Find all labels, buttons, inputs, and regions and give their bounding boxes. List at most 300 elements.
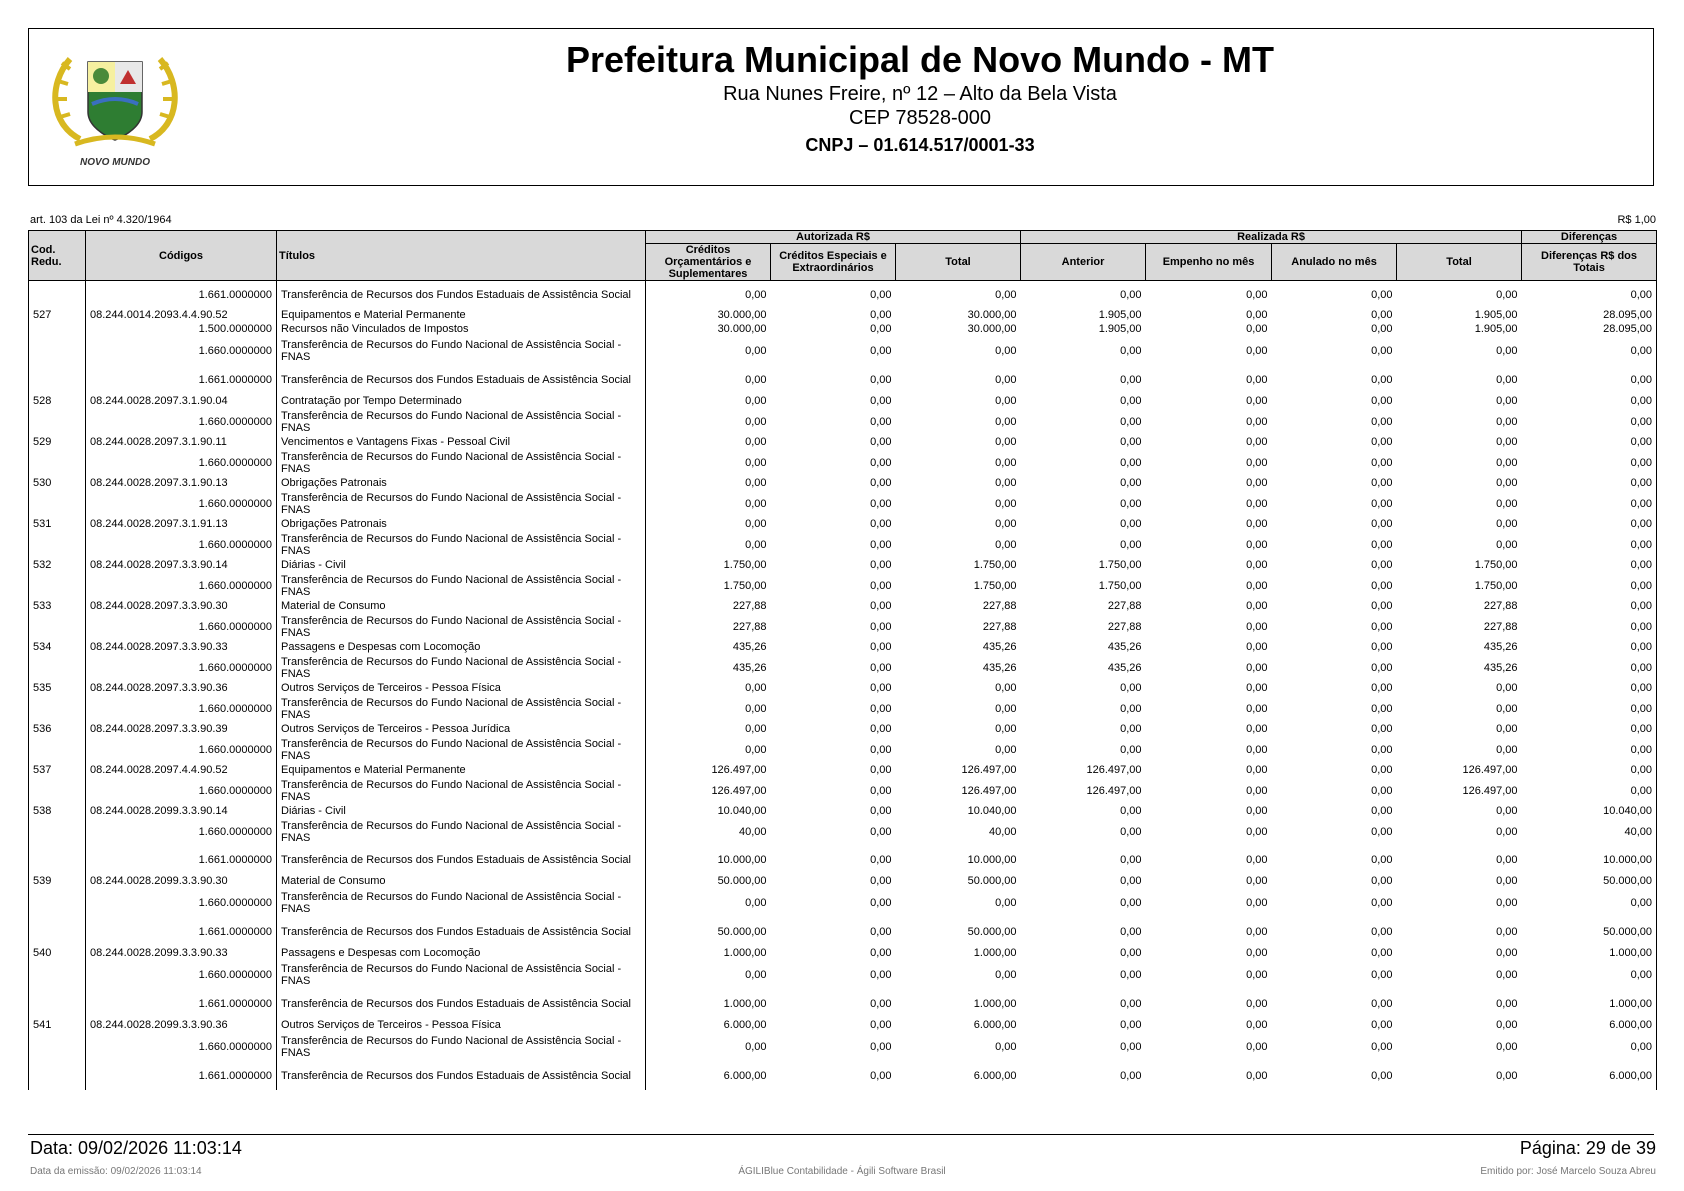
cell-diferencas: 0,00: [1522, 558, 1657, 572]
cell-empenho: 0,00: [1246, 997, 1268, 1010]
cell-title: Transferência de Recursos dos Fundos Estaduais de Assistência Social: [277, 365, 646, 394]
cell-title: Transferência de Recursos do Fundo Nacional de Assistência Social - FNAS: [277, 1032, 646, 1061]
cell-total-autorizada: 0,00: [995, 477, 1017, 489]
cell-empenho: 0,00: [1246, 373, 1268, 386]
cell-empenho: 0,00: [1246, 436, 1268, 448]
cell-title: Transferência de Recursos do Fundo Nacional de Assistência Social - FNAS: [277, 960, 646, 989]
cell-creditos-esp: 0,00: [870, 997, 892, 1010]
cell-creditos-esp: 0,00: [870, 1019, 892, 1031]
logo-lettering: NOVO MUNDO: [80, 157, 150, 168]
page-title: Prefeitura Municipal de Novo Mundo - MT: [565, 39, 1274, 80]
cell-total-realizada: 0,00: [1496, 997, 1518, 1010]
cell-title: Transferência de Recursos do Fundo Nacional de Assistência Social - FNAS: [277, 531, 646, 558]
cell-total-autorizada: 10.040,00: [967, 805, 1017, 817]
cell-creditos-orc: 227,88: [732, 620, 767, 633]
cell-total-autorizada: 0,00: [995, 497, 1017, 510]
cell-empenho: 0,00: [1246, 702, 1268, 715]
cell-cod: [29, 845, 86, 874]
cell-total-autorizada: 0,00: [995, 344, 1017, 357]
cell-title: Outros Serviços de Terceiros - Pessoa Física: [277, 681, 646, 695]
cell-total-realizada: 0,00: [1496, 947, 1518, 959]
cell-diferencas: 0,00: [1522, 736, 1657, 763]
cell-code: 08.244.0028.2097.3.3.90.36: [86, 681, 277, 695]
cell-title: Transferência de Recursos do Fundo Nacional de Assistência Social - FNAS: [277, 336, 646, 365]
cell-cod: 539: [29, 874, 86, 888]
cell-creditos-esp: 0,00: [870, 538, 892, 551]
cell-creditos-esp: 0,00: [870, 288, 892, 301]
cell-anterior: 0,00: [1120, 925, 1142, 938]
cell-cod: 532: [29, 558, 86, 572]
budget-table: [28, 230, 1657, 1090]
col-cod: Cod. Redu.: [29, 231, 86, 281]
table-row: [29, 845, 1657, 874]
cell-anterior: 227,88: [1107, 620, 1142, 633]
cell-creditos-esp: 0,00: [870, 925, 892, 938]
cell-anulado: 0,00: [1371, 323, 1393, 335]
cell-total-realizada: 0,00: [1496, 497, 1518, 510]
cell-total-autorizada: 0,00: [995, 436, 1017, 448]
cell-cod: 540: [29, 946, 86, 960]
cell-empenho: 0,00: [1246, 764, 1268, 776]
col-creditos-orc: Créditos Orçamentários e Suplementares: [646, 244, 771, 281]
cell-anterior: 126.497,00: [1086, 784, 1142, 797]
table-row: [29, 888, 1657, 917]
cell-title: Equipamentos e Material Permanente: [277, 763, 646, 777]
cell-title: Vencimentos e Vantagens Fixas - Pessoal Civil: [277, 435, 646, 449]
cell-creditos-orc: 0,00: [745, 518, 767, 530]
cell-creditos-esp: 0,00: [870, 805, 892, 817]
cell-anterior: 0,00: [1120, 395, 1142, 407]
table-row: [29, 476, 1657, 490]
cell-source: 1.661.0000000: [86, 845, 277, 874]
cell-empenho: 0,00: [1246, 641, 1268, 653]
cell-cod: [29, 322, 86, 336]
table-row: [29, 336, 1657, 365]
table-row: [29, 681, 1657, 695]
cell-anulado: 0,00: [1371, 743, 1393, 756]
cell-code: 08.244.0028.2097.3.3.90.33: [86, 640, 277, 654]
cell-empenho: 0,00: [1246, 456, 1268, 469]
table-row: [29, 281, 1657, 309]
cell-cod: 541: [29, 1018, 86, 1032]
cell-creditos-orc: 0,00: [745, 436, 767, 448]
cell-anulado: 0,00: [1371, 309, 1393, 321]
cell-total-realizada: 0,00: [1496, 896, 1518, 909]
cell-diferencas: 0,00: [1522, 640, 1657, 654]
cell-anulado: 0,00: [1371, 1069, 1393, 1082]
cell-diferencas: 0,00: [1522, 763, 1657, 777]
cell-cod: [29, 365, 86, 394]
cell-title: Transferência de Recursos do Fundo Nacional de Assistência Social - FNAS: [277, 490, 646, 517]
cell-empenho: 0,00: [1246, 309, 1268, 321]
cell-title: Transferência de Recursos dos Fundos Estaduais de Assistência Social: [277, 989, 646, 1018]
cell-cod: [29, 281, 86, 309]
cell-total-autorizada: 0,00: [995, 682, 1017, 694]
cell-title: Transferência de Recursos do Fundo Nacional de Assistência Social - FNAS: [277, 654, 646, 681]
cell-total-realizada: 0,00: [1496, 373, 1518, 386]
table-row: [29, 695, 1657, 722]
cell-empenho: 0,00: [1246, 925, 1268, 938]
cell-anterior: 1.905,00: [1098, 323, 1142, 335]
cell-anulado: 0,00: [1371, 784, 1393, 797]
cell-title: Obrigações Patronais: [277, 517, 646, 531]
table-row: [29, 1032, 1657, 1061]
cell-total-realizada: 0,00: [1496, 682, 1518, 694]
cell-creditos-orc: 0,00: [745, 344, 767, 357]
cell-code: 08.244.0028.2099.3.3.90.14: [86, 804, 277, 818]
cell-total-autorizada: 0,00: [995, 896, 1017, 909]
cell-anulado: 0,00: [1371, 538, 1393, 551]
cell-anulado: 0,00: [1371, 702, 1393, 715]
cell-total-autorizada: 0,00: [995, 1040, 1017, 1053]
cell-cod: 528: [29, 394, 86, 408]
cell-creditos-orc: 1.750,00: [723, 559, 767, 571]
footer-emission-date: Data da emissão: 09/02/2026 11:03:14: [30, 1166, 202, 1177]
cell-source: 1.661.0000000: [86, 917, 277, 946]
cell-title: Transferência de Recursos do Fundo Nacional de Assistência Social - FNAS: [277, 736, 646, 763]
cell-total-autorizada: 1.000,00: [973, 947, 1017, 959]
cell-total-autorizada: 126.497,00: [961, 784, 1017, 797]
cell-total-autorizada: 0,00: [995, 373, 1017, 386]
cell-creditos-orc: 6.000,00: [723, 1069, 767, 1082]
cell-cod: [29, 818, 86, 845]
cell-total-realizada: 0,00: [1496, 968, 1518, 981]
cell-total-autorizada: 0,00: [995, 743, 1017, 756]
cell-creditos-orc: 0,00: [745, 702, 767, 715]
cell-diferencas: 0,00: [1522, 681, 1657, 695]
cell-cod: [29, 736, 86, 763]
cell-empenho: 0,00: [1246, 497, 1268, 510]
cell-diferencas: 0,00: [1522, 408, 1657, 435]
cell-creditos-orc: 0,00: [745, 743, 767, 756]
cell-empenho: 0,00: [1246, 1040, 1268, 1053]
cell-anulado: 0,00: [1371, 925, 1393, 938]
cell-total-realizada: 0,00: [1496, 925, 1518, 938]
cell-creditos-orc: 10.000,00: [717, 853, 767, 866]
cell-anterior: 0,00: [1120, 538, 1142, 551]
cell-source: 1.660.0000000: [86, 777, 277, 804]
cell-anulado: 0,00: [1371, 875, 1393, 887]
cell-anterior: 1.905,00: [1098, 309, 1142, 321]
cell-anulado: 0,00: [1371, 764, 1393, 776]
cell-total-realizada: 0,00: [1496, 288, 1518, 301]
cell-cod: [29, 531, 86, 558]
cell-cod: 527: [29, 308, 86, 322]
cell-creditos-esp: 0,00: [870, 309, 892, 321]
table-row: [29, 654, 1657, 681]
cell-creditos-orc: 435,26: [732, 641, 767, 653]
cell-source: 1.661.0000000: [86, 365, 277, 394]
cell-diferencas: 50.000,00: [1522, 917, 1657, 946]
cell-empenho: 0,00: [1246, 853, 1268, 866]
cell-source: 1.660.0000000: [86, 818, 277, 845]
cell-anulado: 0,00: [1371, 682, 1393, 694]
cell-title: Obrigações Patronais: [277, 476, 646, 490]
cell-creditos-esp: 0,00: [870, 641, 892, 653]
cell-empenho: 0,00: [1246, 620, 1268, 633]
cell-total-realizada: 227,88: [1483, 600, 1518, 612]
cell-code: 08.244.0028.2097.3.3.90.30: [86, 599, 277, 613]
cell-anterior: 0,00: [1120, 344, 1142, 357]
cell-total-realizada: 435,26: [1483, 641, 1518, 653]
cell-creditos-esp: 0,00: [870, 373, 892, 386]
cell-cod: [29, 613, 86, 640]
cell-diferencas: 0,00: [1522, 281, 1657, 309]
table-row: [29, 804, 1657, 818]
cell-cod: 536: [29, 722, 86, 736]
cell-creditos-orc: 30.000,00: [717, 309, 767, 321]
cell-anulado: 0,00: [1371, 579, 1393, 592]
table-row: [29, 394, 1657, 408]
cell-code: 08.244.0028.2097.3.1.91.13: [86, 517, 277, 531]
cell-diferencas: 0,00: [1522, 599, 1657, 613]
cell-title: Recursos não Vinculados de Impostos: [277, 322, 646, 336]
cell-creditos-esp: 0,00: [870, 968, 892, 981]
cell-creditos-esp: 0,00: [870, 723, 892, 735]
cell-source: 1.660.0000000: [86, 336, 277, 365]
cell-source: 1.660.0000000: [86, 695, 277, 722]
cell-empenho: 0,00: [1246, 559, 1268, 571]
cell-title: Transferência de Recursos do Fundo Nacional de Assistência Social - FNAS: [277, 613, 646, 640]
cell-total-realizada: 0,00: [1496, 538, 1518, 551]
cell-anterior: 1.750,00: [1098, 559, 1142, 571]
cell-title: Transferência de Recursos dos Fundos Estaduais de Assistência Social: [277, 281, 646, 309]
cell-anterior: 0,00: [1120, 825, 1142, 838]
cell-total-autorizada: 1.750,00: [973, 579, 1017, 592]
cell-total-realizada: 1.750,00: [1474, 579, 1518, 592]
cell-empenho: 0,00: [1246, 805, 1268, 817]
cell-source: 1.660.0000000: [86, 888, 277, 917]
cell-empenho: 0,00: [1246, 288, 1268, 301]
cell-anulado: 0,00: [1371, 436, 1393, 448]
cell-creditos-orc: 1.750,00: [723, 579, 767, 592]
cell-creditos-esp: 0,00: [870, 764, 892, 776]
cep: CEP 78528-000: [849, 107, 991, 129]
footer-page-number: Página: 29 de 39: [1519, 1138, 1656, 1158]
table-row: [29, 435, 1657, 449]
cell-total-realizada: 0,00: [1496, 436, 1518, 448]
cell-empenho: 0,00: [1246, 661, 1268, 674]
cell-cod: 537: [29, 763, 86, 777]
cell-cod: [29, 572, 86, 599]
cell-total-realizada: 0,00: [1496, 477, 1518, 489]
cell-empenho: 0,00: [1246, 743, 1268, 756]
cell-total-autorizada: 126.497,00: [961, 764, 1017, 776]
cell-anterior: 0,00: [1120, 805, 1142, 817]
cell-anterior: 0,00: [1120, 1040, 1142, 1053]
table-body: [29, 281, 1657, 1091]
col-anulado: Anulado no mês: [1272, 244, 1397, 281]
cell-total-realizada: 0,00: [1496, 415, 1518, 428]
cell-cod: [29, 960, 86, 989]
cell-creditos-orc: 6.000,00: [723, 1019, 767, 1031]
cell-source: 1.661.0000000: [86, 989, 277, 1018]
cell-empenho: 0,00: [1246, 723, 1268, 735]
table-row: [29, 722, 1657, 736]
cell-title: Transferência de Recursos dos Fundos Estaduais de Assistência Social: [277, 845, 646, 874]
cell-source: 1.660.0000000: [86, 572, 277, 599]
cell-source: 1.660.0000000: [86, 490, 277, 517]
cell-total-autorizada: 50.000,00: [967, 925, 1017, 938]
cell-diferencas: 0,00: [1522, 888, 1657, 917]
footer-issuer: Emitido por: José Marcelo Souza Abreu: [1480, 1166, 1656, 1177]
cell-creditos-esp: 0,00: [870, 743, 892, 756]
cell-anterior: 0,00: [1120, 853, 1142, 866]
cell-creditos-orc: 50.000,00: [717, 875, 767, 887]
cell-anulado: 0,00: [1371, 344, 1393, 357]
table-row: [29, 322, 1657, 336]
cell-creditos-orc: 0,00: [745, 968, 767, 981]
table-row: [29, 599, 1657, 613]
cell-creditos-esp: 0,00: [870, 661, 892, 674]
table-row: [29, 449, 1657, 476]
table-row: [29, 736, 1657, 763]
cell-code: 08.244.0028.2097.3.3.90.39: [86, 722, 277, 736]
table-row: [29, 308, 1657, 322]
cell-anterior: 0,00: [1120, 415, 1142, 428]
cell-creditos-orc: 50.000,00: [717, 925, 767, 938]
cell-total-realizada: 1.750,00: [1474, 559, 1518, 571]
cell-anulado: 0,00: [1371, 456, 1393, 469]
cell-total-realizada: 0,00: [1496, 456, 1518, 469]
cell-cod: [29, 449, 86, 476]
cell-anulado: 0,00: [1371, 853, 1393, 866]
cell-cod: [29, 777, 86, 804]
cell-total-autorizada: 0,00: [995, 968, 1017, 981]
group-autorizada: Autorizada R$: [646, 231, 1021, 244]
cell-total-realizada: 0,00: [1496, 344, 1518, 357]
cell-diferencas: 1.000,00: [1522, 989, 1657, 1018]
cell-empenho: 0,00: [1246, 896, 1268, 909]
cell-title: Contratação por Tempo Determinado: [277, 394, 646, 408]
cell-total-realizada: 1.905,00: [1474, 309, 1518, 321]
cell-cod: 531: [29, 517, 86, 531]
cell-creditos-orc: 1.000,00: [723, 947, 767, 959]
cell-diferencas: 6.000,00: [1522, 1018, 1657, 1032]
table-row: [29, 531, 1657, 558]
cell-creditos-orc: 40,00: [738, 825, 767, 838]
group-diferencas: Diferenças: [1522, 231, 1657, 244]
cell-anulado: 0,00: [1371, 1040, 1393, 1053]
col-total-realizada: Total: [1397, 244, 1522, 281]
cell-title: Diárias - Civil: [277, 558, 646, 572]
cell-creditos-esp: 0,00: [870, 415, 892, 428]
cell-source: 1.660.0000000: [86, 1032, 277, 1061]
cell-anterior: 0,00: [1120, 497, 1142, 510]
cell-title: Transferência de Recursos do Fundo Nacional de Assistência Social - FNAS: [277, 408, 646, 435]
cell-total-realizada: 0,00: [1496, 805, 1518, 817]
cell-total-autorizada: 40,00: [989, 825, 1017, 838]
cell-empenho: 0,00: [1246, 395, 1268, 407]
cell-title: Equipamentos e Material Permanente: [277, 308, 646, 322]
cell-creditos-orc: 227,88: [732, 600, 767, 612]
cell-total-autorizada: 227,88: [982, 620, 1017, 633]
cell-code: 08.244.0014.2093.4.4.90.52: [86, 308, 277, 322]
cell-total-realizada: 0,00: [1496, 1019, 1518, 1031]
cell-diferencas: 0,00: [1522, 394, 1657, 408]
cell-anterior: 0,00: [1120, 997, 1142, 1010]
cell-cod: [29, 917, 86, 946]
cell-anulado: 0,00: [1371, 825, 1393, 838]
cell-total-autorizada: 1.750,00: [973, 559, 1017, 571]
table-row: [29, 777, 1657, 804]
table-row: [29, 1018, 1657, 1032]
cell-diferencas: 0,00: [1522, 336, 1657, 365]
cell-creditos-esp: 0,00: [870, 559, 892, 571]
cell-empenho: 0,00: [1246, 477, 1268, 489]
cell-diferencas: 0,00: [1522, 777, 1657, 804]
header-text: [460, 38, 1380, 158]
cell-creditos-orc: 0,00: [745, 477, 767, 489]
cell-cod: 529: [29, 435, 86, 449]
cell-source: 1.660.0000000: [86, 736, 277, 763]
cell-total-realizada: 0,00: [1496, 518, 1518, 530]
cell-creditos-orc: 0,00: [745, 288, 767, 301]
table-row: [29, 558, 1657, 572]
cell-anulado: 0,00: [1371, 373, 1393, 386]
cell-title: Transferência de Recursos do Fundo Nacional de Assistência Social - FNAS: [277, 572, 646, 599]
cell-diferencas: 0,00: [1522, 960, 1657, 989]
cell-empenho: 0,00: [1246, 344, 1268, 357]
cell-anterior: 0,00: [1120, 875, 1142, 887]
cell-cod: [29, 408, 86, 435]
cell-anulado: 0,00: [1371, 997, 1393, 1010]
cell-empenho: 0,00: [1246, 1069, 1268, 1082]
cell-anulado: 0,00: [1371, 805, 1393, 817]
cell-creditos-esp: 0,00: [870, 896, 892, 909]
cell-empenho: 0,00: [1246, 875, 1268, 887]
footer-divider: [28, 1134, 1654, 1135]
cell-title: Transferência de Recursos dos Fundos Estaduais de Assistência Social: [277, 1061, 646, 1090]
cell-anulado: 0,00: [1371, 947, 1393, 959]
table-row: [29, 874, 1657, 888]
cell-source: 1.660.0000000: [86, 531, 277, 558]
cell-anulado: 0,00: [1371, 477, 1393, 489]
cell-anulado: 0,00: [1371, 559, 1393, 571]
cell-creditos-orc: 0,00: [745, 896, 767, 909]
cell-creditos-orc: 126.497,00: [711, 764, 767, 776]
cell-anterior: 0,00: [1120, 477, 1142, 489]
cell-code: 08.244.0028.2097.3.1.90.13: [86, 476, 277, 490]
cell-diferencas: 0,00: [1522, 476, 1657, 490]
cell-cod: 530: [29, 476, 86, 490]
cell-creditos-orc: 435,26: [732, 661, 767, 674]
cell-creditos-esp: 0,00: [870, 1040, 892, 1053]
cell-title: Passagens e Despesas com Locomoção: [277, 640, 646, 654]
cell-total-realizada: 0,00: [1496, 1069, 1518, 1082]
cell-diferencas: 0,00: [1522, 531, 1657, 558]
cell-empenho: 0,00: [1246, 825, 1268, 838]
cell-anterior: 0,00: [1120, 518, 1142, 530]
cell-anterior: 0,00: [1120, 702, 1142, 715]
cell-diferencas: 6.000,00: [1522, 1061, 1657, 1090]
cell-total-autorizada: 0,00: [995, 538, 1017, 551]
cell-creditos-orc: 0,00: [745, 456, 767, 469]
cell-creditos-esp: 0,00: [870, 344, 892, 357]
cell-anterior: 0,00: [1120, 1069, 1142, 1082]
cell-diferencas: 0,00: [1522, 613, 1657, 640]
cell-creditos-esp: 0,00: [870, 825, 892, 838]
cell-total-autorizada: 0,00: [995, 456, 1017, 469]
cell-code: 08.244.0028.2097.4.4.90.52: [86, 763, 277, 777]
cell-anterior: 0,00: [1120, 682, 1142, 694]
cell-total-autorizada: 6.000,00: [973, 1019, 1017, 1031]
cell-total-realizada: 0,00: [1496, 825, 1518, 838]
law-reference: art. 103 da Lei nº 4.320/1964: [30, 214, 172, 226]
cell-total-autorizada: 0,00: [995, 395, 1017, 407]
cell-anterior: 0,00: [1120, 947, 1142, 959]
cell-title: Material de Consumo: [277, 599, 646, 613]
